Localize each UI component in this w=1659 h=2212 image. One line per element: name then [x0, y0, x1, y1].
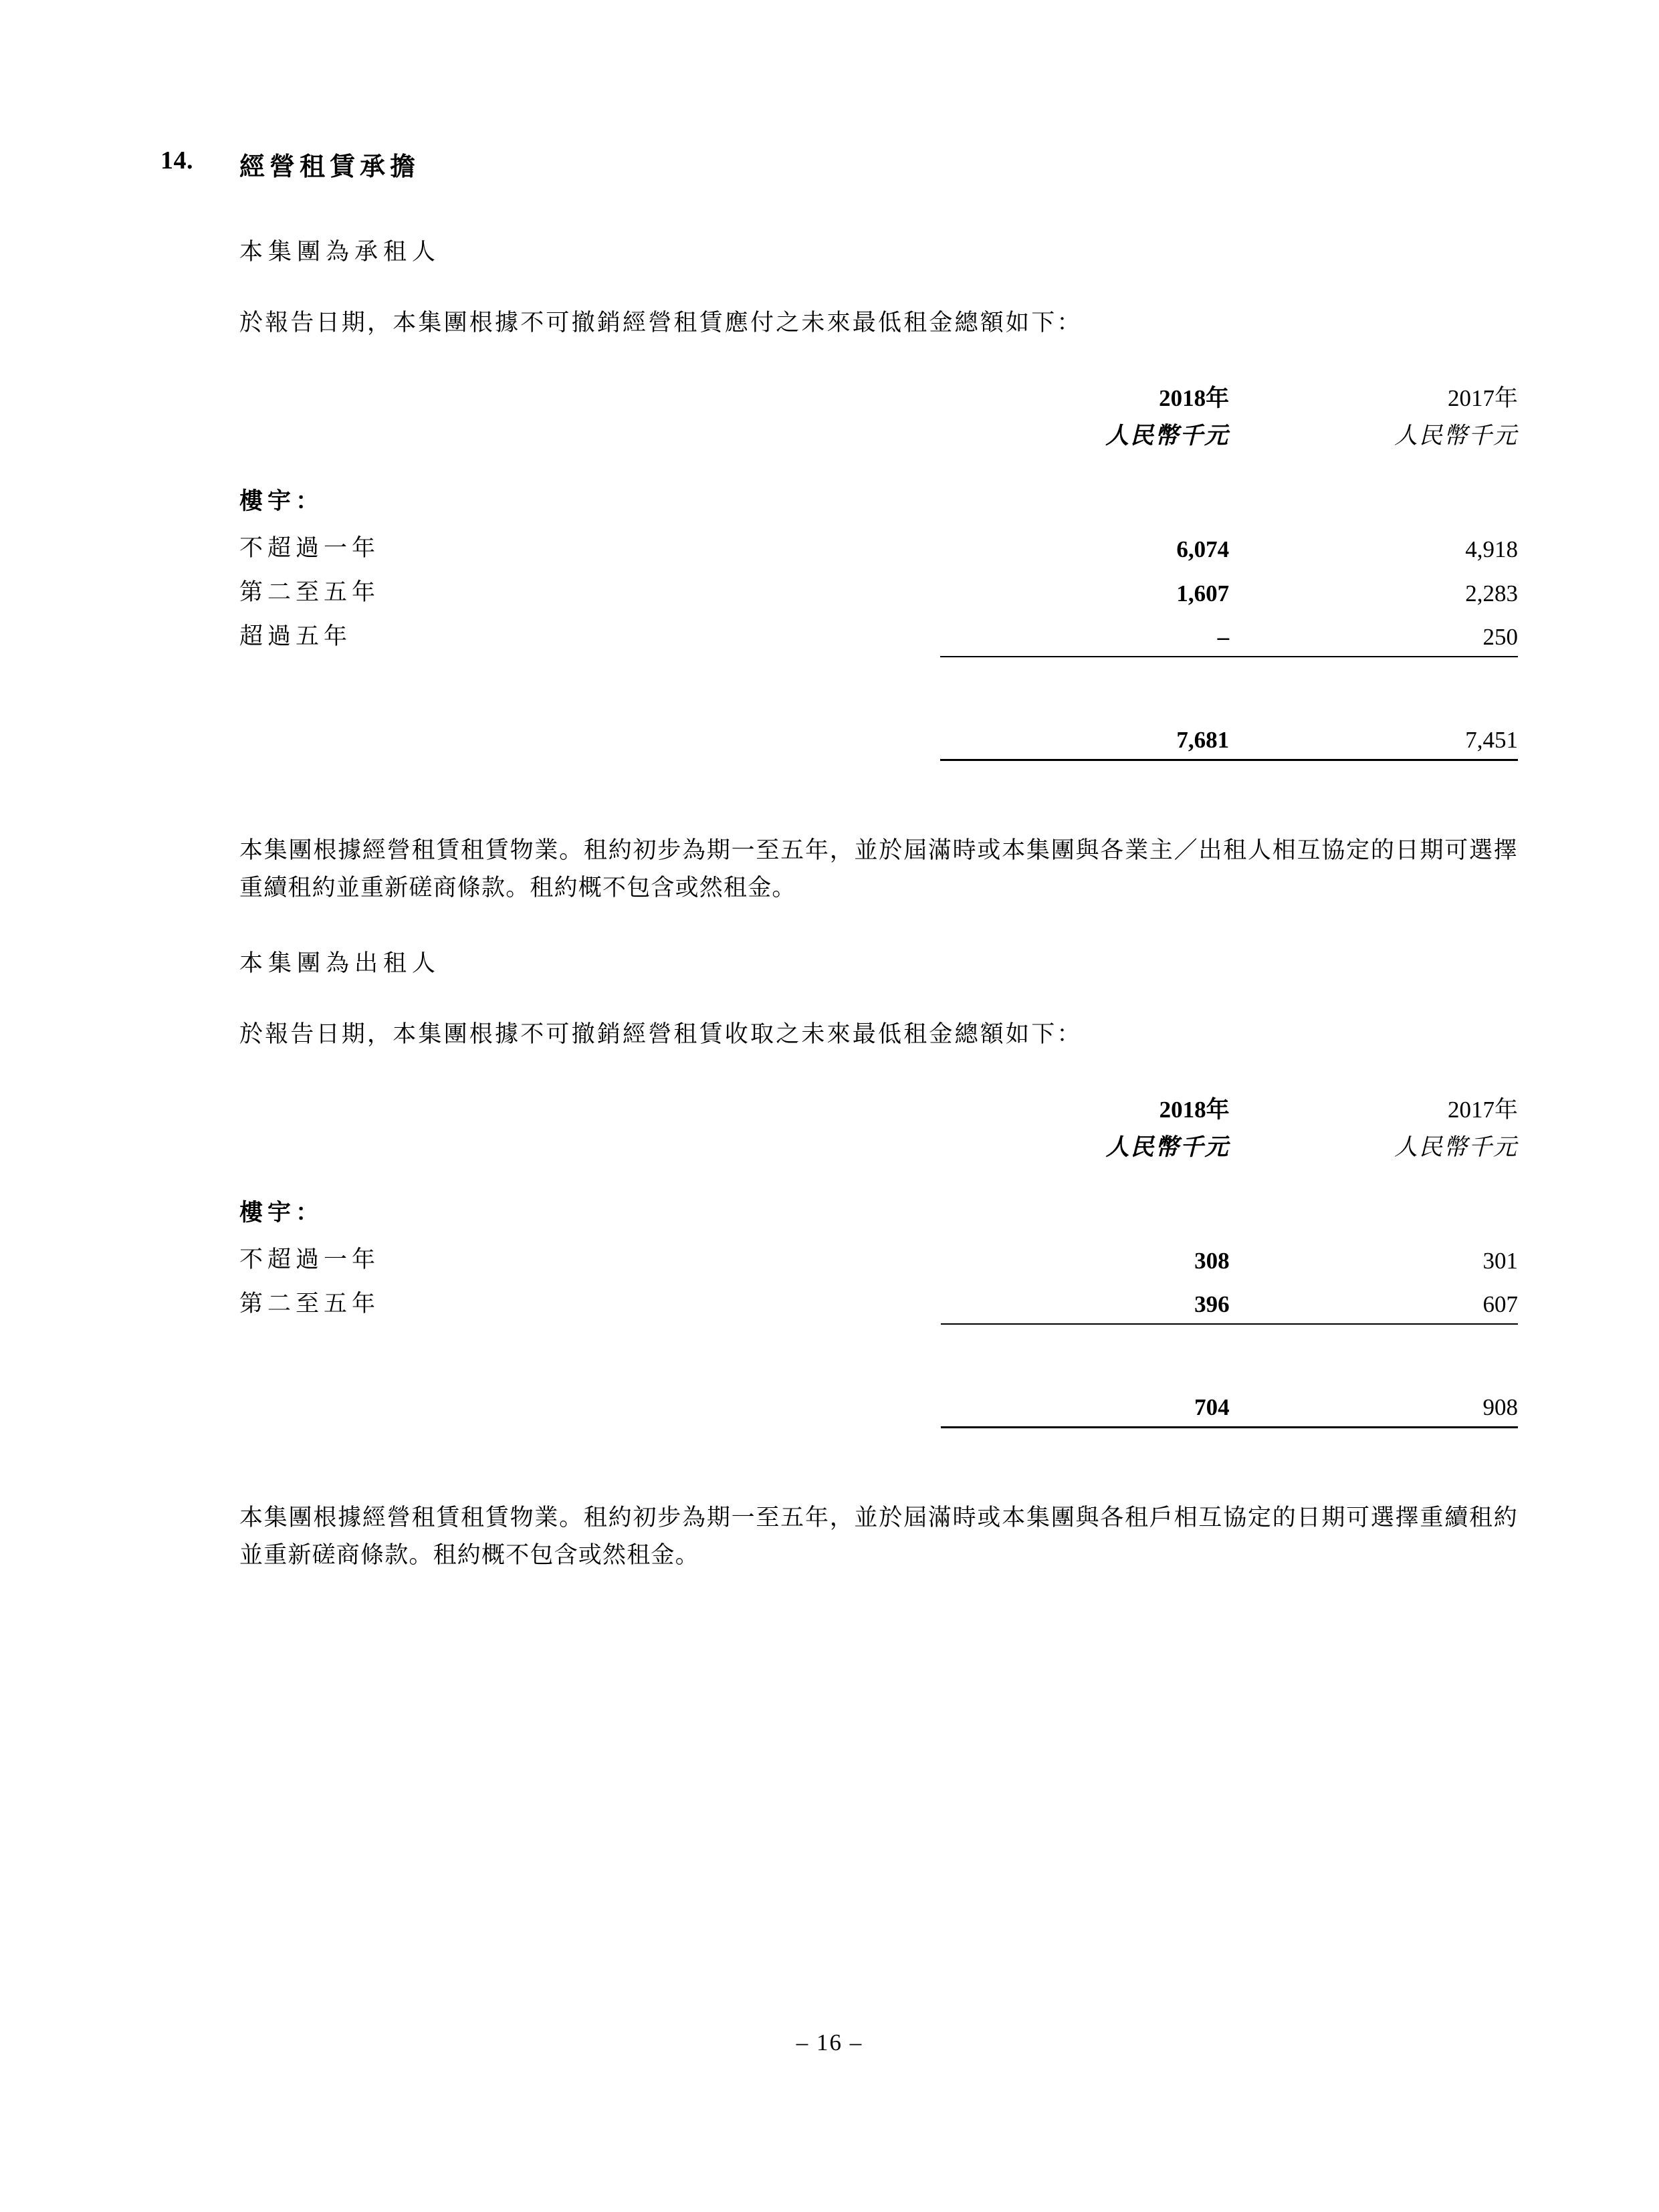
lessee-intro-paragraph: 於報告日期，本集團根據不可撤銷經營租賃應付之未來最低租金總額如下：: [239, 310, 1083, 336]
header-empty-cell-2: [239, 417, 940, 468]
total-value-prior: 908: [1482, 1394, 1518, 1420]
row-value-current: 308: [1194, 1247, 1230, 1274]
note-number: 14.: [160, 146, 193, 175]
spacer-blank: [239, 1342, 941, 1377]
lessor-subheading: 本集團為出租人: [239, 950, 441, 977]
row-value-prior: 250: [1482, 623, 1518, 650]
lessor-lease-table: [239, 1091, 1518, 1446]
total-value-current: 7,681: [1176, 726, 1230, 753]
table-spacer-row: [239, 675, 1518, 709]
total-rule-prior: [1230, 1427, 1518, 1446]
lessee-note-paragraph: 本集團根據經營租賃租賃物業。租約初步為期一至五年，並於屆滿時或本集團與各業主／出租人相互協定的日期可選擇重續租約並重新磋商條款。租約概不包含或然租金。: [239, 837, 1518, 901]
total-label: [239, 709, 940, 760]
header-year-current: 2018年: [1159, 1096, 1230, 1123]
page-content: [160, 146, 1518, 1612]
total-value-prior: 7,451: [1465, 726, 1518, 753]
table-group-label-row: [239, 468, 1518, 524]
table-row: [239, 1280, 1518, 1324]
group-blank-current: [941, 1180, 1229, 1236]
table-group-label-row: [239, 1180, 1518, 1236]
rule-prior: [1229, 657, 1518, 675]
rule-current: [941, 1324, 1229, 1342]
group-label-buildings: 樓宇：: [239, 487, 324, 514]
rule-blank: [239, 657, 940, 675]
total-rule-blank: [239, 760, 940, 778]
header-empty-cell: [239, 380, 940, 417]
table-header-year-row: [239, 1091, 1518, 1129]
header-unit-prior: 人民幣千元: [1394, 422, 1518, 449]
table-row: [239, 1236, 1518, 1280]
header-unit-current: 人民幣千元: [1105, 1133, 1230, 1160]
total-rule-blank: [239, 1427, 941, 1446]
spacer-blank: [239, 675, 940, 709]
total-label: [239, 1377, 941, 1428]
rule-blank: [239, 1324, 941, 1342]
table-row: [239, 568, 1518, 613]
row-value-prior: 607: [1482, 1291, 1518, 1317]
lessee-subheading: 本集團為承租人: [239, 239, 441, 265]
total-rule-prior: [1229, 760, 1518, 778]
row-label-two-to-five-years: 第二至五年: [239, 1290, 380, 1317]
header-year-current: 2018年: [1159, 384, 1230, 411]
table-header-unit-row: [239, 1129, 1518, 1180]
table-subtotal-rule-row: [239, 657, 1518, 675]
lessor-intro-paragraph: 於報告日期，本集團根據不可撤銷經營租賃收取之未來最低租金總額如下：: [239, 1021, 1083, 1048]
group-blank-current: [940, 468, 1229, 524]
header-year-prior: 2017年: [1447, 384, 1518, 411]
header-unit-current: 人民幣千元: [1105, 422, 1230, 449]
table-total-row: [239, 709, 1518, 760]
header-unit-prior: 人民幣千元: [1394, 1133, 1518, 1160]
row-label-over-five-years: 超過五年: [239, 623, 352, 649]
spacer-current: [941, 1342, 1229, 1377]
table-row: [239, 613, 1518, 657]
lessor-table-block: [239, 1091, 1518, 1446]
total-rule-current: [941, 1427, 1229, 1446]
lessee-table-block: [239, 380, 1518, 778]
row-value-current: 6,074: [1176, 536, 1230, 562]
lessee-lease-table: [239, 380, 1518, 778]
note-title: 經營租賃承擔: [239, 153, 421, 181]
group-label-buildings: 樓宇：: [239, 1199, 324, 1226]
note-body: [239, 233, 1518, 1575]
table-total-rule-row: [239, 760, 1518, 778]
page-number: – 16 –: [796, 2029, 863, 2056]
rule-current: [940, 657, 1229, 675]
lessor-note-paragraph: 本集團根據經營租賃租賃物業。租約初步為期一至五年，並於屆滿時或本集團與各租戶相互協定的日期可選擇重續租約並重新磋商條款。租約概不包含或然租金。: [239, 1504, 1518, 1569]
spacer-prior: [1229, 675, 1518, 709]
spacer-current: [940, 675, 1229, 709]
header-year-prior: 2017年: [1447, 1096, 1518, 1123]
total-value-current: 704: [1194, 1394, 1230, 1420]
rule-prior: [1230, 1324, 1518, 1342]
group-blank-prior: [1229, 468, 1518, 524]
row-label-within-one-year: 不超過一年: [239, 1246, 380, 1273]
header-empty-cell: [239, 1091, 941, 1129]
table-total-rule-row: [239, 1427, 1518, 1446]
table-total-row: [239, 1377, 1518, 1428]
row-value-prior: 301: [1482, 1247, 1518, 1274]
row-value-prior: 2,283: [1465, 580, 1518, 606]
note-heading: [160, 146, 1518, 183]
spacer-prior: [1230, 1342, 1518, 1377]
table-header-unit-row: [239, 417, 1518, 468]
row-value-current: –: [1217, 623, 1230, 650]
header-empty-cell-2: [239, 1129, 941, 1180]
row-value-prior: 4,918: [1465, 536, 1518, 562]
table-header-year-row: [239, 380, 1518, 417]
total-rule-current: [940, 760, 1229, 778]
row-label-within-one-year: 不超過一年: [239, 534, 380, 561]
row-value-current: 1,607: [1176, 580, 1230, 606]
table-row: [239, 524, 1518, 568]
row-label-two-to-five-years: 第二至五年: [239, 578, 380, 605]
group-blank-prior: [1230, 1180, 1518, 1236]
row-value-current: 396: [1194, 1291, 1230, 1317]
table-subtotal-rule-row: [239, 1324, 1518, 1342]
table-spacer-row: [239, 1342, 1518, 1377]
